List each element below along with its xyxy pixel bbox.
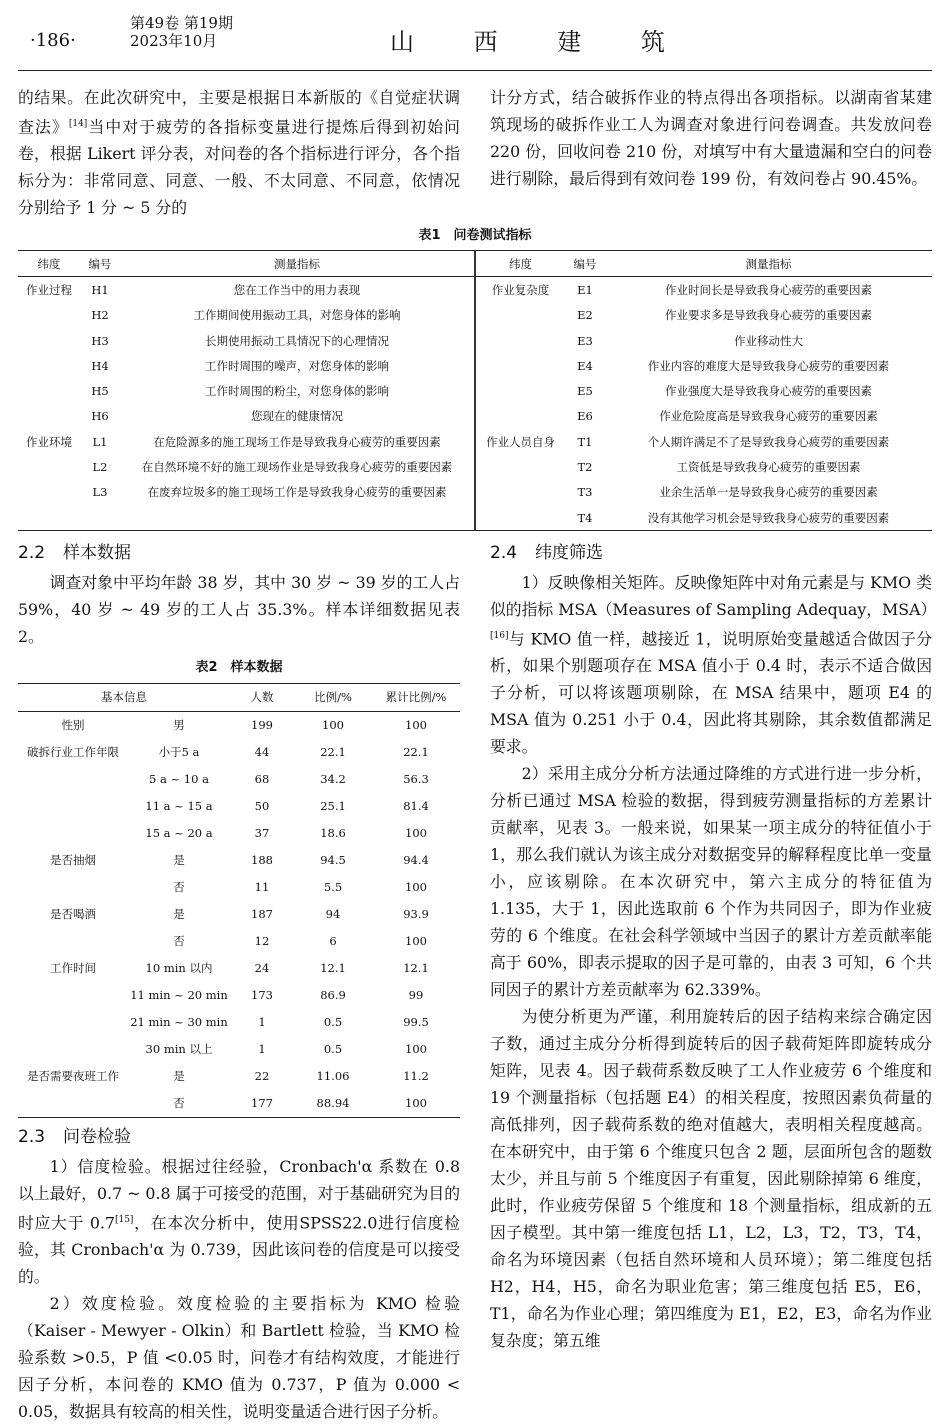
table2-row bbox=[18, 820, 460, 847]
table1-cell bbox=[475, 378, 565, 403]
section-2-4-heading bbox=[490, 540, 932, 567]
table1-cell: 您现在的健康情况 bbox=[120, 404, 475, 429]
table1-row bbox=[18, 303, 932, 328]
table1-cell: E6 bbox=[577, 409, 593, 424]
table1-cell: 在危险源多的施工现场工作是导致我身心疲劳的重要因素 bbox=[120, 429, 475, 454]
table2-cell: 5 a ~ 10 a bbox=[149, 772, 209, 786]
table1-cell bbox=[18, 378, 80, 403]
table2-header-cell: 累计比例/% bbox=[385, 690, 447, 704]
sec23-paragraph-2: 2）效度检验。效度检验的主要指标为 KMO 检验（Kaiser - Mewyer - Olkin）和 Bartlett 检验，当 KMO 检验系数 >0.5，P 值 <0.05 时，问卷才有结构效度，才能进行因子分析，本问卷的 KMO 值为 0.737，P 值为 0.000 < 0.05，数据具有较高的相关性，说明变量适合进行因子分析。 bbox=[18, 1294, 460, 1422]
table1-row bbox=[18, 404, 932, 429]
table2-header-cell: 基本信息 bbox=[101, 690, 147, 704]
sec24-paragraph-1 bbox=[490, 569, 937, 760]
table2-row bbox=[18, 928, 460, 955]
table2-cell: 22.1 bbox=[403, 745, 429, 759]
table2-cell: 是 bbox=[173, 1069, 185, 1083]
table2-cell: 88.94 bbox=[316, 1096, 350, 1110]
journal-title: 山 西 建 筑 bbox=[390, 28, 691, 56]
table1-header-cell: 纬度 bbox=[37, 256, 61, 271]
table1-cell: T3 bbox=[577, 485, 593, 500]
table2-header-row bbox=[18, 684, 460, 712]
table1-cell: 在废弃垃圾多的施工现场工作是导致我身心疲劳的重要因素 bbox=[120, 480, 475, 505]
table2-cell: 100 bbox=[322, 718, 344, 732]
table1-row bbox=[18, 505, 932, 531]
table2-cell: 12 bbox=[254, 934, 270, 948]
ref-14: [14] bbox=[68, 119, 88, 129]
top-right-paragraph: 计分方式，结合破拆作业的特点得出各项指标。以湖南省某建筑现场的破拆作业工人为调查对象进行问卷调查。共发放问卷 220 份，回收问卷 210 份，对填写中有大量遗漏和空白的问卷进行剔除，最后得到有效问卷 199 份，有效问卷占 90.45%。 bbox=[490, 88, 932, 188]
table2-cell: 22 bbox=[254, 1069, 270, 1083]
table2-cell bbox=[18, 1090, 128, 1118]
volume-issue: 第49卷 第19期 bbox=[130, 14, 233, 32]
table2-cell: 50 bbox=[254, 799, 270, 813]
table2-row bbox=[18, 766, 460, 793]
table1-cell bbox=[120, 505, 475, 531]
table1-header-row bbox=[18, 251, 932, 277]
table1-cell bbox=[18, 404, 80, 429]
table2-cell: 11.06 bbox=[316, 1069, 350, 1083]
table2-cell: 93.9 bbox=[403, 907, 429, 921]
table1-cell: 作业内容的难度大是导致我身心疲劳的重要因素 bbox=[647, 358, 890, 373]
table1-cell: 工作期间使用振动工具，对您身体的影响 bbox=[120, 303, 475, 328]
table1-cell: L2 bbox=[92, 460, 108, 475]
table1-header-cell: 测量指标 bbox=[120, 251, 475, 277]
table1-cell bbox=[475, 404, 565, 429]
table2-cell: 破拆行业工作年限 bbox=[27, 745, 119, 759]
table2-cell: 是否需要夜班工作 bbox=[27, 1069, 119, 1083]
sec22-paragraph: 调查对象中平均年龄 38 岁，其中 30 岁 ~ 39 岁的工人占 59%，40 岁 ~ 49 岁的工人占 35.3%。样本详细数据见表2。 bbox=[18, 573, 460, 646]
top-left-text-b: 当中对于疲劳的各指标变量进行提炼后得到初始问卷，根据 Likert 评分表，对问卷的各个指标进行评分，各个指标分为：非常同意、同意、一般、不太同意、不同意，依情况分别给予 1 分 ~ 5 分的 bbox=[18, 117, 460, 218]
table1-cell: 长期使用振动工具情况下的心理情况 bbox=[120, 328, 475, 353]
table1-caption: 表1 问卷测试指标 bbox=[418, 228, 532, 243]
table1 bbox=[18, 250, 932, 531]
table1-row bbox=[18, 328, 932, 353]
table1-cell: H4 bbox=[91, 358, 109, 373]
table1-cell: 作业要求多是导致我身心疲劳的重要因素 bbox=[665, 308, 872, 323]
table1-cell: 业余生活单一是导致我身心疲劳的重要因素 bbox=[659, 485, 878, 500]
table2-cell: 12.1 bbox=[403, 961, 429, 975]
table1-cell: E4 bbox=[577, 358, 593, 373]
table2-cell: 100 bbox=[405, 880, 427, 894]
table2-header-cell: 人数 bbox=[250, 690, 274, 704]
table2-cell: 15 a ~ 20 a bbox=[145, 826, 213, 840]
sec23-paragraph-1 bbox=[18, 1153, 460, 1290]
table2-cell: 否 bbox=[173, 1096, 185, 1110]
ref-15: [15] bbox=[114, 1215, 134, 1225]
volume-date bbox=[130, 14, 233, 50]
table1-cell: 没有其他学习机会是导致我身心疲劳的重要因素 bbox=[647, 510, 890, 525]
sec24-paragraph-3: 为使分析更为严谨，利用旋转后的因子结构来综合确定因子数，通过主成分分析得到旋转后的因子载荷矩阵即旋转成分矩阵，见表 4。因子载荷系数反映了工人作业疲劳 6 个维度和 19 个测量指标（包括题 E4）的相关程度，按照因素负荷量的高低排列，因子载荷系数的绝对值越大，表明相关程度越高。在本研究中，由于第 6 个维度只包含 2 题，层面所包含的题数太少，并且与前 5 个维度因子有重复，因此剔除掉第 6 维度，此时，作业疲劳保留 5 个维度和 18 个测量指标，组成新的五因子模型。其中第一维度包括 L1，L2，L3，T2，T3，T4，命名为环境因素（包括自然环境和人员环境）；第二维度包括 H2，H4，H5，命名为职业危害；第三维度包括 E5，E6，T1，命名为作业心理；第四维度为 E1，E2，E3，命名为作业复杂度；第五维 bbox=[490, 1007, 932, 1351]
table2-cell bbox=[18, 982, 128, 1009]
top-left-paragraph bbox=[18, 84, 460, 221]
table2-cell: 94.5 bbox=[320, 853, 346, 867]
table1-cell bbox=[18, 328, 80, 353]
table1-cell: H5 bbox=[91, 384, 109, 399]
table2-cell: 11 min ~ 20 min bbox=[130, 988, 228, 1002]
table2-cell: 24 bbox=[254, 961, 270, 975]
table2-cell: 1 bbox=[258, 1042, 266, 1056]
table2-cell bbox=[18, 928, 128, 955]
table2-cell: 94 bbox=[325, 907, 341, 921]
table1-cell bbox=[475, 303, 565, 328]
sec24-text-b: 与 KMO 值一样，越接近 1，说明原始变量越适合做因子分析，如果个别题项存在 MSA 值小于 0.4 时，表示不适合做因子分析，可以将该题项剔除，在 MSA 结果中，题项 E4 的 MSA 值为 0.251 小于 0.4，因此将其剔除，其余数值都满足要求。 bbox=[490, 629, 932, 757]
table2-cell: 否 bbox=[173, 880, 185, 894]
table2-row bbox=[18, 847, 460, 874]
table1-cell: E3 bbox=[577, 333, 593, 348]
table2-cell: 男 bbox=[173, 718, 185, 732]
table2-cell: 12.1 bbox=[320, 961, 346, 975]
table1-cell bbox=[475, 505, 565, 531]
table2-cell: 34.2 bbox=[320, 772, 346, 786]
table2-cell bbox=[18, 874, 128, 901]
table2-cell: 173 bbox=[251, 988, 273, 1002]
table1-row bbox=[18, 353, 932, 378]
sec23-text-b: ，在本次分析中，使用SPSS22.0进行信度检验，其 Cronbach'α 为 0.739，因此该问卷的信度是可以接受的。 bbox=[18, 1213, 460, 1287]
issue-date: 2023年10月 bbox=[130, 32, 218, 50]
table1-cell: H2 bbox=[91, 308, 109, 323]
table2-cell: 18.6 bbox=[320, 826, 346, 840]
table2-cell: 0.5 bbox=[323, 1042, 343, 1056]
table1-cell: 作业时间长是导致我身心疲劳的重要因素 bbox=[665, 282, 872, 297]
section-number: 2.3 bbox=[18, 1127, 46, 1147]
table2-cell: 1 bbox=[258, 1015, 266, 1029]
table1-cell bbox=[475, 353, 565, 378]
table2-row bbox=[18, 739, 460, 766]
table1-cell bbox=[18, 454, 80, 479]
table2-cell bbox=[18, 793, 128, 820]
table2-cell: 小于5 a bbox=[158, 745, 200, 759]
table1-cell: 个人期许满足不了是导致我身心疲劳的重要因素 bbox=[647, 434, 890, 449]
section-title: 问卷检验 bbox=[63, 1127, 132, 1147]
table1-cell: L1 bbox=[92, 434, 108, 449]
table2-cell: 100 bbox=[405, 826, 427, 840]
table1-cell: H1 bbox=[91, 282, 109, 297]
table1-cell: T1 bbox=[577, 434, 593, 449]
table1-cell: 工作时周围的噪声，对您身体的影响 bbox=[120, 353, 475, 378]
table1-cell bbox=[475, 454, 565, 479]
section-title: 纬度筛选 bbox=[535, 543, 604, 563]
table1-cell bbox=[18, 505, 80, 531]
table2-row bbox=[18, 1036, 460, 1063]
table1-cell bbox=[80, 505, 120, 531]
table1-row bbox=[18, 277, 932, 303]
table2-cell: 187 bbox=[251, 907, 273, 921]
sec24-paragraph-2: 2）采用主成分分析方法通过降维的方式进行进一步分析，分析已通过 MSA 检验的数据，得到疲劳测量指标的方差累计贡献率，见表 3。一般来说，如果某一项主成分的特征值小于 1，那么我们就认为该主成分对数据变异的解释程度比单一变量小，应该剔除。在本次研究中，第六主成分的特征值为 1.135，大于 1，因此选取前 6 个作为共同因子，即为作业疲劳的 6 个维度。在社会科学领域中当因子的累计方差贡献率能高于 60%，即表示提取的因子是可靠的，由表 3 可知，6 个共同因子的累计方差贡献率为 62.339%。 bbox=[490, 764, 932, 1000]
left-column bbox=[18, 534, 460, 1425]
table1-row bbox=[18, 429, 932, 454]
section-title: 样本数据 bbox=[63, 543, 132, 563]
table2-cell bbox=[18, 1036, 128, 1063]
table2-row bbox=[18, 793, 460, 820]
table1-cell: 作业过程 bbox=[26, 282, 72, 297]
table2 bbox=[18, 683, 460, 1118]
table2-cell: 177 bbox=[251, 1096, 273, 1110]
table2-cell: 81.4 bbox=[403, 799, 429, 813]
table2-cell: 94.4 bbox=[403, 853, 429, 867]
table2-cell: 11 bbox=[254, 880, 270, 894]
table2-cell: 是 bbox=[173, 853, 185, 867]
table1-cell: 作业强度大是导致我身心疲劳的重要因素 bbox=[665, 384, 872, 399]
table2-row bbox=[18, 1090, 460, 1118]
table2-cell: 100 bbox=[405, 934, 427, 948]
table1-cell: T4 bbox=[577, 510, 593, 525]
table2-row bbox=[18, 982, 460, 1009]
page-header bbox=[0, 0, 950, 70]
table1-cell: E5 bbox=[577, 384, 593, 399]
table1-cell bbox=[475, 480, 565, 505]
table2-cell: 21 min ~ 30 min bbox=[130, 1015, 228, 1029]
table1-cell: H6 bbox=[91, 409, 109, 424]
table1-cell: E1 bbox=[577, 282, 593, 297]
table2-cell: 性别 bbox=[61, 718, 85, 732]
right-column bbox=[490, 534, 937, 1354]
top-left-column bbox=[18, 84, 460, 221]
table2-cell: 11 a ~ 15 a bbox=[145, 799, 213, 813]
table1-row bbox=[18, 378, 932, 403]
table1-cell: 作业人员自身 bbox=[486, 434, 555, 449]
table1-header-cell: 编号 bbox=[88, 256, 112, 271]
table2-row bbox=[18, 712, 460, 740]
table2-row bbox=[18, 901, 460, 928]
ref-16: [16] bbox=[490, 631, 509, 641]
table2-cell: 5.5 bbox=[323, 880, 343, 894]
table1-cell: 作业复杂度 bbox=[491, 282, 550, 297]
table2-cell: 100 bbox=[405, 718, 427, 732]
section-number: 2.4 bbox=[490, 543, 518, 563]
table1-cell: 作业危险度高是导致我身心疲劳的重要因素 bbox=[659, 409, 878, 424]
sec23-text-a: 1）信度检验。根据过往经验，Cronbach'α 系数在 0.8 以上最好，0.7 ~ 0.8 属于可接受的范围，对于基础研究为目的时应大于 0.7 bbox=[18, 1157, 460, 1233]
table2-cell: 11.2 bbox=[403, 1069, 429, 1083]
table2-cell: 25.1 bbox=[320, 799, 346, 813]
table2-cell: 是否喝酒 bbox=[50, 907, 96, 921]
table2-header-cell: 比例/% bbox=[314, 690, 352, 704]
table2-cell: 199 bbox=[251, 718, 273, 732]
header-rule bbox=[18, 70, 932, 71]
table1-cell bbox=[18, 353, 80, 378]
table2-cell: 86.9 bbox=[320, 988, 346, 1002]
section-2-2-heading bbox=[18, 540, 460, 567]
table2-cell: 否 bbox=[173, 934, 185, 948]
top-left-text-a: 的结果。在此次研究中，主要是根据日本新版的《自觉症状调查法》 bbox=[18, 88, 460, 137]
table2-row bbox=[18, 1063, 460, 1090]
table2-cell: 37 bbox=[254, 826, 270, 840]
sec24-text-a: 1）反映像相关矩阵。反映像矩阵中对角元素是与 KMO 类似的指标 MSA（Measures of Sampling Adequay，MSA） bbox=[490, 573, 937, 619]
table1-cell: 您在工作当中的用力表现 bbox=[120, 277, 475, 303]
table1-cell: 在自然环境不好的施工现场作业是导致我身心疲劳的重要因素 bbox=[120, 454, 475, 479]
table1-row bbox=[18, 480, 932, 505]
top-right-column bbox=[490, 84, 932, 192]
table2-cell: 56.3 bbox=[403, 772, 429, 786]
table1-cell: L3 bbox=[92, 485, 108, 500]
table1-cell: T2 bbox=[577, 460, 593, 475]
table2-cell: 是否抽烟 bbox=[50, 853, 96, 867]
table2-cell: 100 bbox=[405, 1042, 427, 1056]
table2-cell: 6 bbox=[329, 934, 337, 948]
table1-cell bbox=[18, 480, 80, 505]
table2-cell: 22.1 bbox=[320, 745, 346, 759]
table2-cell bbox=[18, 766, 128, 793]
table2-row bbox=[18, 874, 460, 901]
table1-row bbox=[18, 454, 932, 479]
table2-cell: 68 bbox=[254, 772, 270, 786]
table2-cell: 99.5 bbox=[403, 1015, 429, 1029]
section-number: 2.2 bbox=[18, 543, 46, 563]
table2-cell: 10 min 以内 bbox=[145, 961, 213, 975]
table2-cell: 100 bbox=[405, 1096, 427, 1110]
table2-caption: 表2 样本数据 bbox=[195, 660, 283, 675]
table2-cell: 99 bbox=[408, 988, 424, 1002]
table1-cell bbox=[475, 328, 565, 353]
table1-header-cell: 纬度 bbox=[509, 256, 532, 271]
table1-cell: H3 bbox=[91, 333, 109, 348]
table2-cell: 是 bbox=[173, 907, 185, 921]
table2-cell bbox=[18, 820, 128, 847]
table2-cell: 44 bbox=[254, 745, 270, 759]
table1-cell: 工作时周围的粉尘，对您身体的影响 bbox=[120, 378, 475, 403]
table1-cell: 作业移动性大 bbox=[734, 333, 803, 348]
table2-row bbox=[18, 955, 460, 982]
table2-cell bbox=[18, 1009, 128, 1036]
table1-cell: 工资低是导致我身心疲劳的重要因素 bbox=[676, 460, 861, 475]
table1-cell: 作业环境 bbox=[26, 434, 72, 449]
page-number: ·186· bbox=[30, 30, 76, 51]
table2-cell: 0.5 bbox=[323, 1015, 343, 1029]
table2-row bbox=[18, 1009, 460, 1036]
table1-cell bbox=[18, 303, 80, 328]
table1-cell: E2 bbox=[577, 308, 593, 323]
section-2-3-heading bbox=[18, 1124, 460, 1151]
table1-header-cell: 编号 bbox=[573, 256, 597, 271]
table2-cell: 188 bbox=[251, 853, 273, 867]
table2-cell: 工作时间 bbox=[50, 961, 96, 975]
table1-header-cell: 测量指标 bbox=[745, 256, 792, 271]
table2-cell: 30 min 以上 bbox=[145, 1042, 213, 1056]
